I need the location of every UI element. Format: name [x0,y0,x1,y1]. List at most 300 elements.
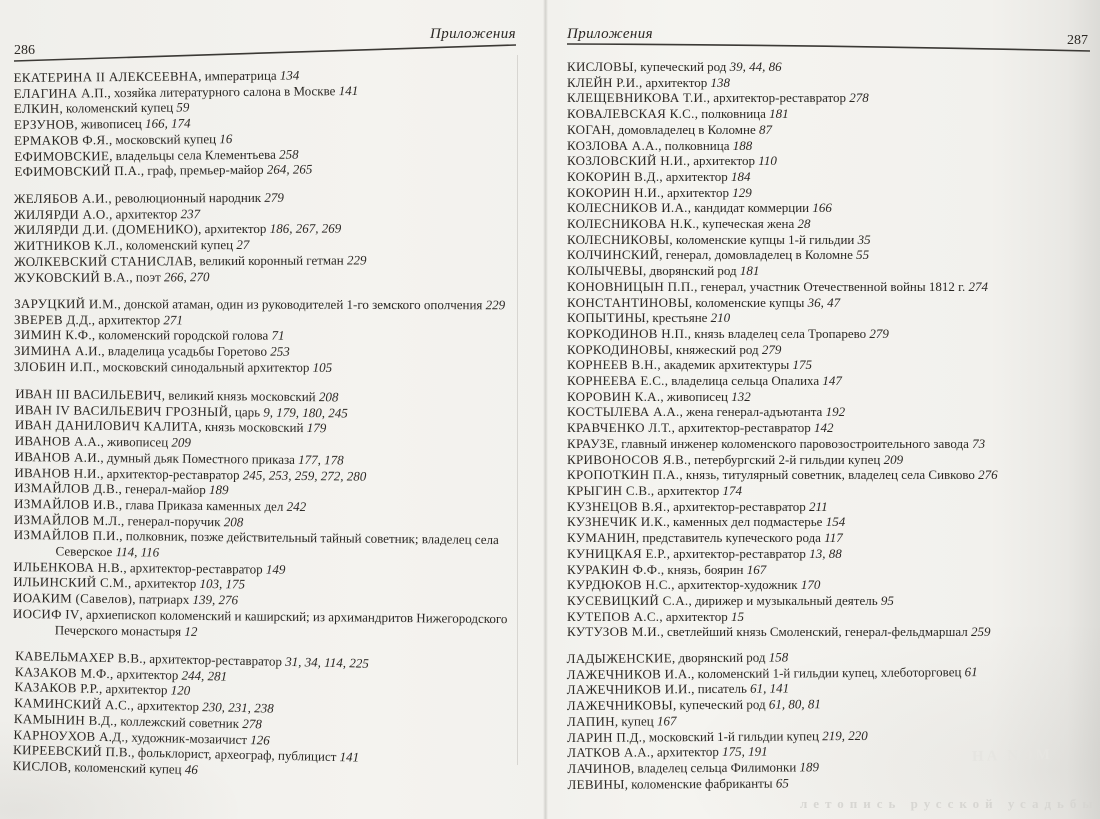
entry-page-refs: 279 [264,189,284,205]
entry-page-refs: 134 [279,67,300,83]
entry-page-refs: 158 [768,649,789,665]
entry-description: владельцы села Клементьева [115,146,276,163]
entry-description: архитектор [105,681,168,698]
index-entry: ИВАН ДАНИЛОВИЧ КАЛИТА, князь московский 179 [14,417,327,436]
entry-name: ИЛЬИНСКИЙ С.М. [13,574,129,591]
entry-description: архиепископ коломенский и каширский; из архимандритов Нижегородского Печерского монастыря [54,606,508,638]
entry-description: архитектор [693,153,756,169]
index-entry: КУРДЮКОВ Н.С., архитектор-художник 170 [567,577,821,593]
entry-name: ЛАЧИНОВ [567,760,632,776]
index-entry: ЗЛОБИН И.П., московский синодальный архитектор 105 [13,358,333,375]
entry-description: архитектор-реставратор [678,420,811,436]
entry-name: КУСЕВИЦКИЙ С.А. [567,592,689,608]
index-entry: ИОСИФ IV, архиепископ коломенский и каширский; из архимандритов Нижегородского Печерского монастыря 12 [12,605,508,639]
index-entry: ЗИМИН К.Ф., коломенский городской голова 71 [13,327,285,344]
index-entry: КУНИЦКАЯ Е.Р., архитектор-реставратор 13, 88 [567,545,842,561]
entry-description: архитектор [134,575,197,592]
entry-name: КОЛЫЧЕВЫ [567,263,644,279]
entry-page-refs: 175, 191 [722,743,768,760]
entry-description: князь владелец села Тропарево [694,325,867,341]
index-entry: ЛАЖЕЧНИКОВ И.И., писатель 61, 141 [566,680,790,698]
index-entry: КОЛЕСНИКОВА Н.К., купеческая жена 28 [567,216,811,232]
index-group-left-И [13,386,518,642]
entry-page-refs: 139, 276 [192,591,239,608]
entry-description: генерал-поручик [127,512,221,529]
index-entry: ИВАН III ВАСИЛЬЕВИЧ, великий князь московский 208 [15,385,339,405]
index-entry: КОНСТАНТИНОВЫ, коломенские купцы 36, 47 [567,294,841,310]
entry-name: ЕРМАКОВ Ф.Я. [14,131,110,148]
entry-name: ЕЛКИН [13,101,60,117]
entry-page-refs: 189 [208,481,229,498]
entry-page-refs: 142 [814,420,834,436]
entry-page-refs: 154 [825,514,846,530]
entry-description: архитектор-реставратор [673,498,806,514]
index-entry: ЖИЛЯРДИ А.О., архитектор 237 [13,205,201,222]
entry-page-refs: 73 [972,435,986,451]
index-entry: ЗАРУЦКИЙ И.М., донской атаман, один из руководителей 1-го земского ополчения 229 [14,296,506,313]
entry-page-refs: 278 [849,90,869,106]
entry-description: купец [621,713,654,729]
entry-name: КОГАН [567,121,612,137]
entry-name: КУМАНИН [567,530,636,546]
entry-description: коллежский советник [120,713,240,731]
index-entry: ЖУКОВСКИЙ В.А., поэт 266, 270 [14,268,210,285]
entry-name: ЖИЛЯРДИ А.О. [13,206,110,222]
index-entry: КРОПОТКИН П.А., князь, титулярный советник, владелец села Сивково 276 [567,467,998,483]
index-entry: ЗВЕРЕВ Д.Д., архитектор 271 [14,311,183,328]
index-entry: ЕФИМОВСКИЕ, владельцы села Клементьева 258 [14,146,299,164]
entry-page-refs: 132 [731,388,751,404]
entry-description: представитель купеческого рода [642,530,821,546]
entry-name: КУЗНЕЦОВ В.Я. [567,498,667,514]
entry-page-refs: 27 [236,237,250,253]
index-group-right-К [567,59,1090,640]
entry-name: ЛАЖЕЧНИКОВ И.И. [566,681,692,698]
index-entry: ЖОЛКЕВСКИЙ СТАНИСЛАВ, великий коронный гетман 229 [14,252,367,269]
entry-name: КОЛЧИНСКИЙ [567,247,660,263]
index-entry: ИЛЬИНСКИЙ С.М., архитектор 103, 175 [13,574,246,592]
entry-name: ЗИМИН К.Ф. [13,327,92,343]
index-entry: ЛАЖЕЧНИКОВЫ, купеческий род 61, 80, 81 [566,696,821,714]
index-entry: КОНОВНИЦЫН П.П., генерал, участник Отечественной войны 1812 г. 274 [567,278,988,294]
entry-name: ЖЕЛЯБОВ А.И. [13,190,109,206]
entry-page-refs: 266, 270 [163,268,210,284]
index-entry: ЛАЧИНОВ, владелец сельца Филимонки 189 [567,759,820,776]
entry-page-refs: 242 [286,498,307,514]
entry-description: князь московский [204,419,304,436]
entry-description: архитектор [115,205,178,222]
index-entry: КАВЕЛЬМАХЕР В.В., архитектор-реставратор 31, 34, 114, 225 [15,647,369,671]
index-entry: КОРКОДИНОВЫ, княжеский род 279 [567,341,782,357]
entry-name: ИВАНОВ А.И. [14,448,101,465]
entry-name: ЛЕВИНЫ [567,776,625,792]
entry-description: живописец [666,388,728,404]
index-entry: КОПЫТИНЫ, крестьяне 210 [567,310,731,326]
entry-name: КРАВЧЕНКО Л.Т. [567,420,672,436]
entry-description: архитектор [665,168,728,184]
entry-description: полковница [701,106,766,122]
entry-page-refs: 65 [775,775,789,791]
entry-page-refs: 211 [809,498,828,514]
index-entry: ЖИЛЯРДИ Д.И. (ДОМЕНИКО), архитектор 186, 267, 269 [13,220,342,238]
index-entry: КОЗЛОВСКИЙ Н.И., архитектор 110 [567,153,777,169]
entry-name: КАМИНСКИЙ А.С. [14,695,131,713]
index-entry: ИВАНОВ А.А., живописец 209 [14,432,192,450]
entry-description: полковник, позже действительный тайный советник; владелец села Северское [55,528,499,559]
index-entry: ИЛЬЕНКОВА Н.В., архитектор-реставратор 149 [13,558,286,577]
entry-name: КАМЫНИН В.Д. [13,710,114,728]
entry-description: живописец [80,115,142,132]
entry-page-refs: 175 [792,357,812,373]
entry-description: художник-мозаичист [131,728,248,747]
index-entry: ЕФИМОВСКИЙ П.А., граф, премьер-майор 264, 265 [14,161,313,180]
entry-description: глава Приказа каменных дел [125,496,284,514]
entry-page-refs: 253 [270,343,290,359]
entry-page-refs: 209 [171,434,192,450]
entry-name: КУНИЦКАЯ Е.Р. [567,545,667,561]
entry-name: КРИВОНОСОВ Я.В. [567,451,688,467]
index-entry: КОЛЧИНСКИЙ, генерал, домовладелец в Коломне 55 [567,247,870,263]
index-group-right-Л [567,647,1091,792]
index-entry: КРЫГИН С.В., архитектор 174 [567,482,743,498]
entry-name: ЕРЗУНОВ [13,116,75,133]
entry-name: ИЗМАЙЛОВ М.Л. [13,511,122,528]
entry-name: ЗАРУЦКИЙ И.М. [14,296,118,312]
entry-name: ЕФИМОВСКИЕ [14,147,110,164]
index-entry: ЕЛАГИНА А.П., хозяйка литературного салона в Москве 141 [13,82,359,101]
index-entry: КУСЕВИЦКИЙ С.А., дирижер и музыкальный деятель 95 [567,592,894,608]
entry-name: КОЛЕСНИКОВЫ [567,231,670,247]
entry-description: домовладелец в Коломне [617,121,756,137]
entry-name: ЛАПИН [566,713,615,729]
entry-page-refs: 61 [964,663,978,679]
entry-page-refs: 209 [883,451,904,467]
index-entry: ЛАПИН, купец 167 [566,713,677,729]
entry-page-refs: 184 [730,168,751,184]
index-entry: ЛАТКОВ А.А., архитектор 175, 191 [567,743,768,761]
entry-page-refs: 15 [730,608,744,624]
entry-description: думный дьяк Поместного приказа [106,449,296,467]
entry-description: архитектор [137,697,200,715]
index-entry: КАЗАКОВ М.Ф., архитектор 244, 281 [14,663,228,684]
index-entry: КУЗНЕЧИК И.К., каменных дел подмастерье 154 [567,514,846,530]
entry-page-refs: 141 [339,749,360,765]
index-entry: ЕЛКИН, коломенский купец 59 [13,99,190,117]
entry-description: дворянский род [678,649,766,666]
entry-name: КУРАКИН Ф.Ф. [567,561,661,577]
entry-page-refs: 87 [758,121,772,137]
entry-name: КОЗЛОВСКИЙ Н.И. [567,153,687,169]
running-title-left: Приложения [429,26,516,42]
entry-name: КОРНЕЕВА Е.С. [567,373,665,389]
entry-page-refs: 149 [265,561,286,577]
entry-page-refs: 181 [769,106,789,122]
index-group-left-К [13,648,518,785]
index-entry: КУРАКИН Ф.Ф., князь, боярин 167 [567,561,767,577]
index-entry: КУЗНЕЦОВ В.Я., архитектор-реставратор 211 [567,498,828,514]
entry-name: ЕЛАГИНА А.П. [13,84,108,101]
entry-page-refs: 274 [968,278,988,294]
entry-description: архитектор-реставратор [673,545,806,561]
entry-description: полковница [664,137,730,153]
index-entry: КУМАНИН, представитель купеческого рода 117 [567,530,843,546]
index-entry: ЕРМАКОВ Ф.Я., московский купец 16 [14,130,233,148]
entry-page-refs: 167 [656,713,677,729]
entry-page-refs: 61, 141 [750,680,790,697]
index-entry: ИВАНОВ Н.И., архитектор-реставратор 245, 253, 259, 272, 280 [14,464,367,483]
entry-name: ЛАЖЕЧНИКОВ И.А. [566,665,692,682]
entry-description: владелица сельца Опалиха [671,373,820,389]
index-entry: ИЗМАЙЛОВ И.В., глава Приказа каменных дел 242 [14,495,307,514]
entry-description: княжеский род [675,341,759,357]
entry-description: дворянский род [649,263,737,279]
index-entry: ЖЕЛЯБОВ А.И., революционный народник 279 [13,189,284,206]
entry-description: революционный народник [114,189,262,206]
entry-description: кандидат коммерции [694,200,810,216]
index-entry: КАМИНСКИЙ А.С., архитектор 230, 231, 238 [14,695,274,716]
entry-page-refs: 174 [722,482,743,498]
entry-name: ЛАРИН П.Д. [567,729,643,745]
entry-name: ЕФИМОВСКИЙ П.А. [14,163,141,180]
entry-name: ИОСИФ IV [12,605,80,622]
index-entry: КОГАН, домовладелец в Коломне 87 [567,121,772,137]
entry-description: коломенские фабриканты [631,775,773,792]
entry-name: КУТЕПОВ А.С. [567,608,660,624]
entry-page-refs: 188 [732,137,753,153]
entry-description: купеческий род [679,696,766,713]
entry-name: КУТУЗОВ М.И. [567,624,661,640]
entry-name: КОВАЛЕВСКАЯ К.С. [567,106,695,122]
page-number-left: 286 [14,43,35,58]
entry-description: архитектор-реставратор [129,559,263,576]
entry-page-refs: 258 [279,146,299,162]
entry-page-refs: 237 [180,205,201,221]
entry-name: КАЗАКОВ М.Ф. [14,663,111,681]
entry-name: КОЛЕСНИКОВА Н.К. [567,216,696,232]
entry-description: генерал-майор [124,481,206,497]
index-entry: ЕРЗУНОВ, живописец 166, 174 [13,115,191,133]
index-entry: КЛЕЙН Р.И., архитектор 138 [567,74,731,90]
entry-description: каменных дел подмастерье [673,514,823,530]
index-entry: ИЗМАЙЛОВ М.Л., генерал-поручик 208 [13,511,244,529]
index-entry: КОВАЛЕВСКАЯ К.С., полковница 181 [567,106,789,122]
index-entry: ИВАНОВ А.И., думный дьяк Поместного приказа 177, 178 [14,448,344,467]
entry-description: императрица [204,67,277,84]
index-entry: КОЛЕСНИКОВЫ, коломенские купцы 1-й гильдии 35 [567,231,871,247]
index-entry: ЛАРИН П.Д., московский 1-й гильдии купец 219, 220 [567,727,868,745]
entry-page-refs: 114, 116 [115,543,160,560]
entry-description: архитектор-художник [677,577,798,593]
entry-name: ЛАДЫЖЕНСКИЕ [566,650,672,667]
index-entries-left [12,67,516,785]
entry-page-refs: 279 [761,341,782,357]
entry-description: коломенские купцы 1-й гильдии [675,231,855,247]
entry-name: ИВАН III ВАСИЛЬЕВИЧ [15,385,162,403]
entry-description: патриарх [138,591,190,607]
series-watermark: летопись русской усадьбы [800,796,1099,811]
index-entry: КОЛЕСНИКОВ И.А., кандидат коммерции 166 [567,200,832,216]
index-entry: КОРНЕЕВА Е.С., владелица сельца Опалиха 147 [567,373,842,389]
entry-description: архитектор-реставратор [106,465,240,482]
entry-description: архитектор [645,74,708,90]
index-entry: ИОАКИМ (Савелов), патриарх 139, 276 [13,589,239,608]
index-entry: КИСЛОВЫ, купеческий род 39, 44, 86 [567,59,782,74]
entry-description: поэт [135,268,161,284]
entry-page-refs: 61, 80, 81 [768,696,821,712]
entry-description: архитектор-реставратор [713,90,847,106]
index-entry: КОЛЫЧЕВЫ, дворянский род 181 [567,263,760,279]
entry-page-refs: 278 [242,715,262,732]
entry-description: коломенский купец [74,759,182,777]
entry-page-refs: 166, 174 [145,115,191,131]
entry-description: коломенский городской голова [98,327,269,344]
entry-name: ЖОЛКЕВСКИЙ СТАНИСЛАВ [14,252,194,269]
entry-name: ЖИТНИКОВ К.Л. [14,237,120,254]
page-gutter-shadow [543,0,548,819]
index-entry: КИРЕЕВСКИЙ П.В., фольклорист, археограф, публицист 141 [12,742,360,765]
entry-description: генерал, домовладелец в Коломне [665,247,853,263]
entry-description: архитектор [116,665,179,683]
entry-description: архитектор [98,312,161,328]
index-entry: КРАУЗЕ, главный инженер коломенского паровозостроительного завода 73 [567,435,986,451]
entry-name: КОНСТАНТИНОВЫ [567,294,689,310]
entry-name: КОРКОДИНОВЫ [567,341,670,357]
entry-page-refs: 71 [271,328,285,344]
entry-description: владелец сельца Филимонки [637,759,797,776]
entry-description: купеческий род [640,59,727,74]
entry-name: КОРНЕЕВ В.Н. [567,357,658,373]
entry-page-refs: 170 [800,577,821,593]
index-entry: КУТЕПОВ А.С., архитектор 15 [567,608,744,624]
entry-name: КЛЕЩЕВНИКОВА Т.И. [567,90,707,106]
entry-page-refs: 259 [970,624,991,640]
entry-description: царь [234,403,261,419]
index-entries-right [567,59,1090,803]
entry-description: архитектор [667,184,729,200]
entry-name: ЖУКОВСКИЙ В.А. [14,268,130,285]
entry-description: писатель [697,681,747,697]
entry-name: ИВАНОВ А.А. [14,432,101,449]
index-entry: КОЗЛОВА А.А., полковница 188 [567,137,753,153]
entry-description: академик архитектуры [663,357,790,373]
index-entry: ЛАДЫЖЕНСКИЕ, дворянский род 158 [566,649,789,667]
entry-name: КРЫГИН С.В. [567,482,651,498]
entry-name: КИСЛОВЫ [567,59,634,74]
index-entry: КОРНЕЕВ В.Н., академик архитектуры 175 [567,357,812,373]
entry-page-refs: 244, 281 [181,667,228,684]
entry-page-refs: 141 [338,82,359,98]
entry-name: КУРДЮКОВ Н.С. [567,577,672,593]
entry-name: ИЛЬЕНКОВА Н.В. [13,558,124,575]
entry-description: коломенские купцы [695,294,805,310]
entry-description: московский 1-й гильдии купец [648,727,819,744]
index-entry: КОКОРИН Н.И., архитектор 129 [567,184,752,200]
entry-description: владелица усадьбы Горетово [107,343,268,359]
entry-page-refs: 229 [346,252,367,268]
index-entry: ИЗМАЙЛОВ П.И., полковник, позже действительный тайный советник; владелец села Северское 114, 116 [13,526,499,560]
entry-page-refs: 271 [163,312,183,328]
entry-description: главный инженер коломенского паровозостроительного завода [621,435,969,451]
entry-page-refs: 167 [746,561,767,577]
left-page-edge-line [517,55,518,765]
entry-description: граф, премьер-майор [147,162,264,179]
entry-description: архитектор [665,608,728,624]
index-entry: КАРНОУХОВ А.Д., художник-мозаичист 126 [13,726,270,748]
entry-name: ИВАН IV ВАСИЛЬЕВИЧ ГРОЗНЫЙ [14,401,229,419]
entry-page-refs: 46 [184,761,199,777]
entry-page-refs: 39, 44, 86 [729,59,782,74]
entry-page-refs: 126 [250,731,270,748]
entry-description: крестьяне [652,310,708,326]
entry-description: московский купец [115,131,217,147]
entry-page-refs: 35 [857,231,871,247]
index-entry: КИСЛОВ, коломенский купец 46 [12,757,199,777]
entry-name: ИОАКИМ (Савелов) [13,589,133,607]
entry-page-refs: 117 [824,530,843,546]
entry-page-refs: 229 [485,297,506,313]
entry-description: великий князь московский [168,387,316,404]
entry-page-refs: 16 [219,130,233,147]
index-entry: ИВАН IV ВАСИЛЬЕВИЧ ГРОЗНЫЙ, царь 9, 179, 180, 245 [14,401,348,420]
entry-name: КАРНОУХОВ А.Д. [13,726,126,744]
entry-description: коломенский купец [125,237,234,253]
entry-page-refs: 12 [184,622,198,639]
entry-description: князь, боярин [667,561,744,577]
entry-page-refs: 179 [306,420,327,436]
entry-name: КОКОРИН В.Д. [567,168,660,184]
entry-description: донской атаман, один из руководителей 1-го земского ополчения [124,296,483,313]
entry-name: КОСТЫЛЕВА А.А. [567,404,680,420]
entry-name: КОРОВИН К.А. [567,388,661,404]
index-group-left-З [14,296,516,376]
index-entry: КОРОВИН К.А., живописец 132 [567,388,751,404]
entry-description: коломенский 1-й гильдии купец, хлеботорговец [697,663,962,681]
entry-page-refs: 208 [318,388,339,405]
index-group-left-Е [14,66,517,180]
entry-description: архитектор [656,744,719,760]
entry-page-refs: 120 [170,682,191,699]
index-entry: КРАВЧЕНКО Л.Т., архитектор-реставратор 142 [567,420,834,436]
entry-name: ЖИЛЯРДИ Д.И. (ДОМЕНИКО) [13,221,199,238]
page-number-right: 287 [1067,33,1088,48]
entry-description: великий коронный гетман [199,252,344,268]
entry-page-refs: 276 [978,467,998,483]
entry-page-refs: 28 [797,216,811,232]
entry-name: КЛЕЙН Р.И. [567,74,639,90]
entry-description: коломенский купец [65,100,174,116]
entry-name: ИВАНОВ Н.И. [14,464,101,481]
entry-description: жена генерал-адъютанта [686,404,823,420]
entry-description: князь, титулярный советник, владелец села Сивково [685,467,975,483]
entry-page-refs: 59 [176,99,190,115]
entry-name: КУЗНЕЧИК И.К. [567,514,667,530]
entry-name: КОПЫТИНЫ [567,310,646,326]
index-entry: КОРКОДИНОВ Н.П., князь владелец села Тропарево 279 [567,325,889,341]
entry-page-refs: 9, 179, 180, 245 [263,403,348,420]
entry-name: ЗЛОБИН И.П. [13,358,97,375]
entry-description: светлейший князь Смоленский, генерал-фельдмаршал [666,624,968,640]
entry-page-refs: 210 [710,310,731,326]
entry-name: КОРКОДИНОВ Н.П. [567,325,688,341]
entry-description: архитектор [657,482,720,498]
index-entry: ЕКАТЕРИНА II АЛЕКСЕЕВНА, императрица 134 [13,67,300,86]
entry-page-refs: 186, 267, 269 [269,220,342,237]
entry-description: архитектор [204,221,267,237]
index-entry: ИЗМАЙЛОВ Д.В., генерал-майор 189 [14,479,229,498]
entry-page-refs: 129 [732,184,752,200]
entry-page-refs: 264, 265 [266,161,313,178]
entry-page-refs: 13, 88 [809,545,842,561]
